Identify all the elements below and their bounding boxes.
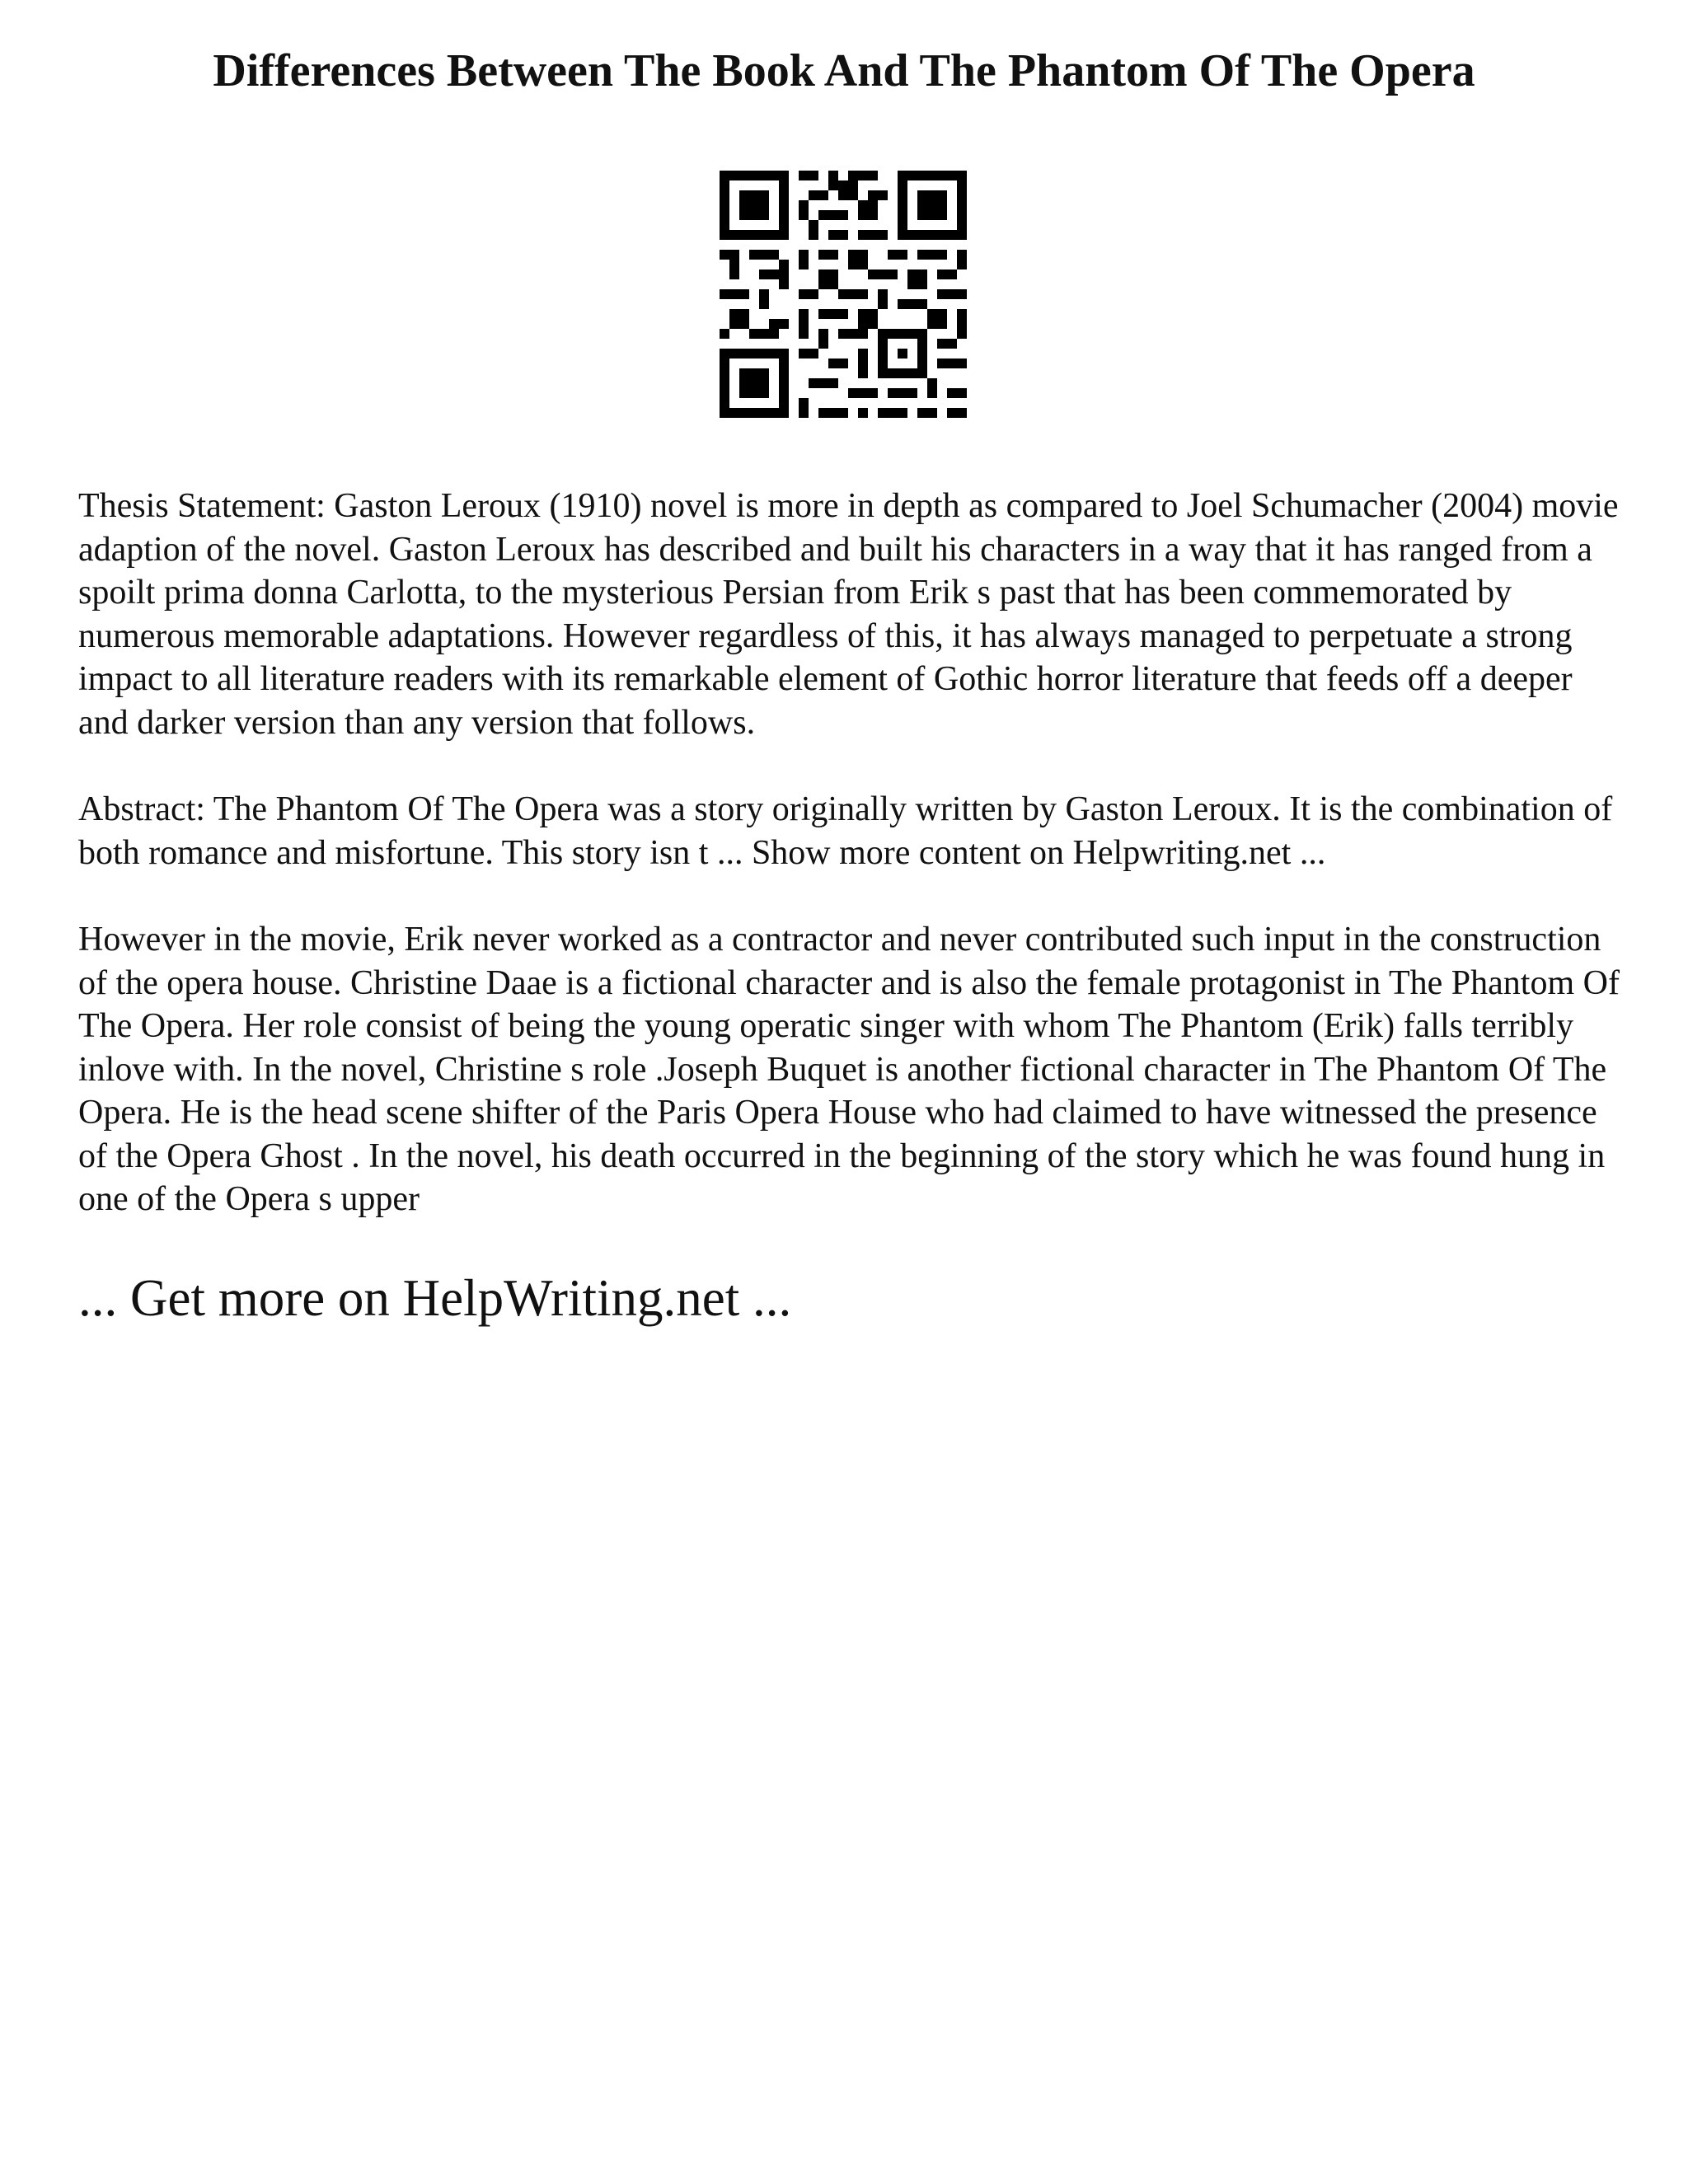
qr-code-icon <box>720 171 967 418</box>
body-paragraph: However in the movie, Erik never worked as a contractor and never contributed such input in the construction of the opera house. Christine Daae is a fictional character and is also the female protagonist in The Phantom Of The Opera. Her role consist of being the young operatic singer with whom The Phantom (Erik) falls terribly inlove with. In the novel, Christine s role .Joseph Buquet is another fictional character in The Phantom Of The Opera. He is the head scene shifter of the Paris Opera House who had claimed to have witnessed the presence of the Opera Ghost . In the novel, his death occurred in the beginning of the story which he was found hung in one of the Opera s upper <box>78 921 1620 1218</box>
page-title: Differences Between The Book And The Phantom Of The Opera <box>213 45 1475 96</box>
abstract-paragraph: Abstract: The Phantom Of The Opera was a story originally written by Gaston Leroux. It is the combination of both romance and misfortune. This story isn t ... Show more content on Helpwriting.net ... <box>78 790 1613 872</box>
get-more-link[interactable]: ... Get more on HelpWriting.net ... <box>78 1269 792 1327</box>
thesis-paragraph: Thesis Statement: Gaston Leroux (1910) novel is more in depth as compared to Joel Schumacher (2004) movie adaption of the novel. Gaston Leroux has described and built his characters in a way that it has ranged from a spoilt prima donna Carlotta, to the mysterious Persian from Erik s past that has been commemorated by numerous memorable adaptations. However regardless of this, it has always managed to perpetuate a strong impact to all literature readers with its remarkable element of Gothic horror literature that feeds off a deeper and darker version than any version that follows. <box>78 487 1619 742</box>
